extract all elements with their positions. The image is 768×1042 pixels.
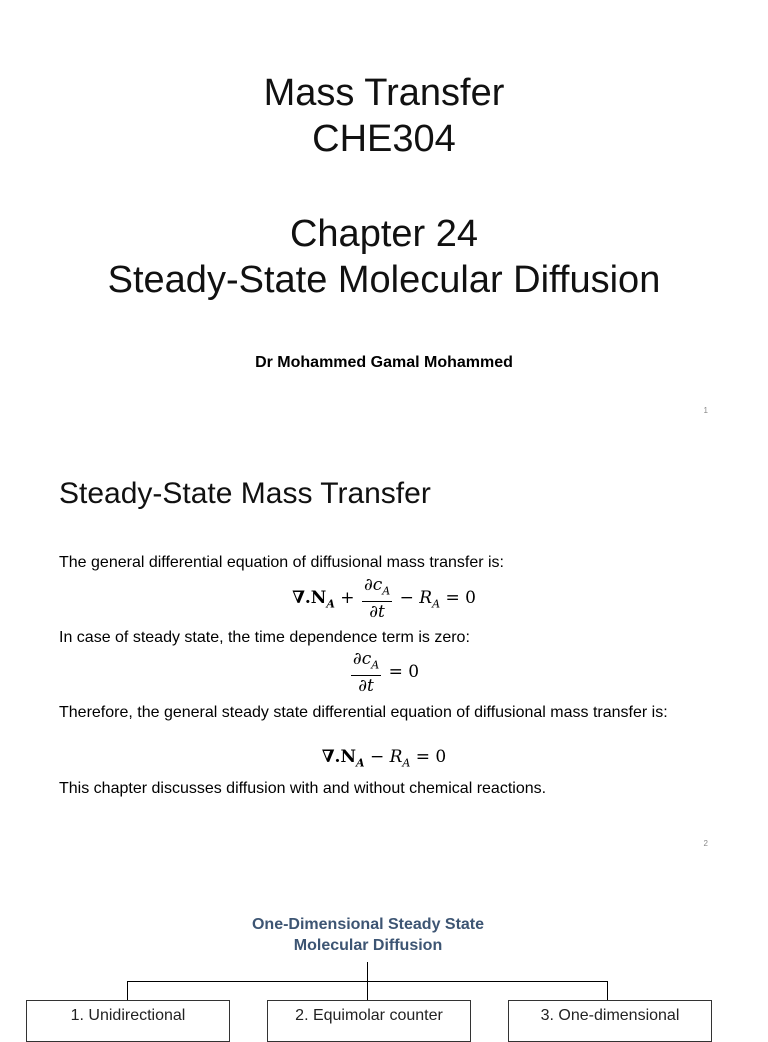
title-line: CHE304 xyxy=(312,118,456,160)
slide-title: Steady-State Mass Transfer xyxy=(59,477,431,510)
chapter-line: Chapter 24 xyxy=(289,213,478,255)
diagram-title-line: Molecular Diffusion xyxy=(293,937,443,954)
connector-right xyxy=(607,981,608,1000)
steady-state-text: In case of steady state, the time dependence term is zero: xyxy=(59,629,470,646)
chapter-title xyxy=(0,211,768,303)
diagram-title xyxy=(0,914,736,956)
equation-steady: $\nabla.N_A - R_A = 0$ xyxy=(321,747,447,770)
author: Dr Mohammed Gamal Mohammed xyxy=(255,354,513,371)
equation-time-term: $\frac{\partial c_A}{\partial t}$ = 0 xyxy=(352,649,420,697)
equation-general: $\nabla.N_A$ + $\frac{\partial c_A}{\partial t}$ − $R_A = 0$ xyxy=(292,575,476,623)
diagram-title-line: One-Dimensional Steady State xyxy=(251,916,485,933)
connector-horizontal xyxy=(127,981,608,982)
course-title xyxy=(0,70,768,162)
page-number: 2 xyxy=(703,839,708,848)
page-number: 1 xyxy=(703,406,708,415)
slide-1 xyxy=(0,0,768,432)
diagram-box: 2. Equimolar counter xyxy=(267,1000,471,1042)
therefore-text: Therefore, the general steady state differential equation of diffusional mass transfer is: xyxy=(59,704,668,721)
slide-3 xyxy=(0,866,768,1024)
slide-2 xyxy=(0,433,768,865)
diagram-box: 3. One-dimensional xyxy=(508,1000,712,1042)
closing-text: This chapter discusses diffusion with and without chemical reactions. xyxy=(59,780,547,797)
intro-text: The general differential equation of diffusional mass transfer is: xyxy=(59,554,504,571)
title-line: Mass Transfer xyxy=(263,72,505,114)
diagram-box: 1. Unidirectional xyxy=(26,1000,230,1042)
connector-left xyxy=(127,981,128,1000)
chapter-line: Steady-State Molecular Diffusion xyxy=(107,259,661,301)
